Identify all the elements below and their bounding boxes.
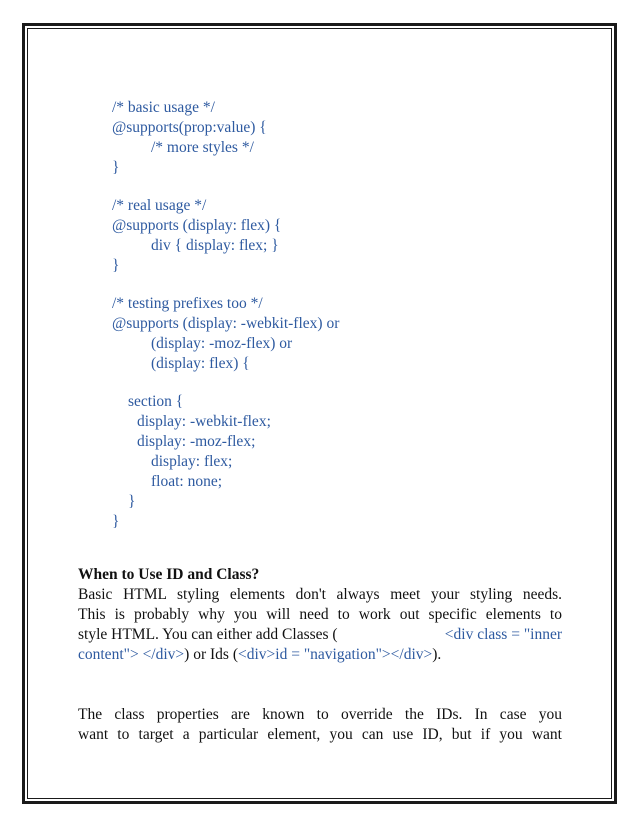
paragraph-line: want to target a particular element, you can use ID, but if you want	[78, 726, 562, 743]
code-line: }	[112, 257, 120, 274]
code-line: (display: flex) {	[151, 355, 250, 372]
code-line: display: -webkit-flex;	[137, 413, 271, 430]
section-heading: When to Use ID and Class?	[78, 566, 260, 583]
code-line: /* real usage */	[112, 197, 207, 214]
code-line: @supports (display: -webkit-flex) or	[112, 315, 340, 332]
code-line: /* more styles */	[151, 139, 254, 156]
inline-code: <div class = "inner	[444, 626, 562, 643]
paragraph-text: style HTML. You can either add Classes (	[78, 626, 338, 643]
code-line: }	[128, 493, 136, 510]
inline-code: content"> </div>	[78, 646, 185, 663]
paragraph-line: The class properties are known to override the IDs. In case you	[78, 706, 562, 723]
code-line: @supports(prop:value) {	[112, 119, 267, 136]
page-border-inner	[27, 28, 612, 799]
code-line: @supports (display: flex) {	[112, 217, 282, 234]
code-line: section {	[128, 393, 184, 410]
paragraph-text: ) or Ids (	[184, 646, 238, 663]
code-line: }	[112, 159, 120, 176]
code-line: float: none;	[151, 473, 223, 490]
paragraph-line: Basic HTML styling elements don't always meet your styling needs.	[78, 586, 562, 603]
code-block	[0, 0, 340, 530]
paragraph-2	[78, 705, 562, 745]
paragraph-text: ).	[432, 646, 442, 663]
code-line: }	[112, 513, 120, 530]
code-line: /* basic usage */	[112, 99, 215, 116]
section-body	[78, 565, 562, 665]
code-line: /* testing prefixes too */	[112, 295, 263, 312]
paragraph-line	[78, 645, 562, 665]
inline-code: <div>id = "navigation"></div>	[237, 646, 433, 663]
code-line: (display: -moz-flex) or	[151, 335, 293, 352]
code-line: div { display: flex; }	[151, 237, 279, 254]
code-line: display: flex;	[151, 453, 233, 470]
code-line: display: -moz-flex;	[137, 433, 256, 450]
paragraph-line	[78, 625, 562, 645]
paragraph-line: This is probably why you will need to work out specific elements to	[78, 606, 562, 623]
